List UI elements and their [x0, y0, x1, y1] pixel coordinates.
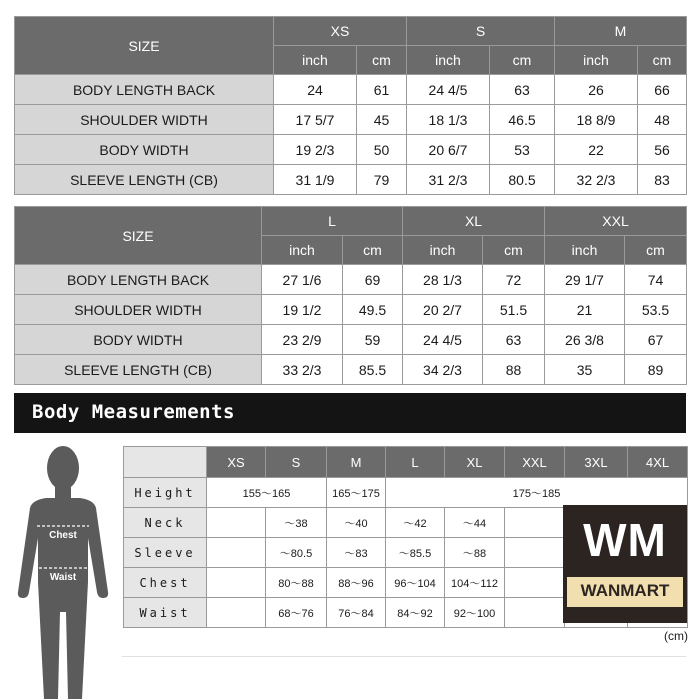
unit-header: inch	[274, 46, 357, 75]
table-cell: 32 2/3	[555, 165, 638, 195]
table-cell: 45	[357, 105, 407, 135]
table-cell: 69	[343, 265, 403, 295]
corner-cell	[124, 447, 207, 478]
unit-header: cm	[490, 46, 555, 75]
size-header: L	[386, 447, 445, 478]
table-cell: 48	[638, 105, 687, 135]
table-cell: 34 2/3	[403, 355, 483, 385]
table-cell: 80～88	[266, 568, 327, 598]
table-cell	[207, 538, 266, 568]
unit-header: inch	[407, 46, 490, 75]
table-cell: 165～175	[327, 478, 386, 508]
table-cell	[505, 538, 565, 568]
blank-area	[122, 656, 686, 700]
table-cell: ～40	[327, 508, 386, 538]
table-cell: 68～76	[266, 598, 327, 628]
neck-row-label: Neck	[124, 508, 207, 538]
table-cell: 51.5	[483, 295, 545, 325]
table-cell: 92～100	[445, 598, 505, 628]
table-cell: 88	[483, 355, 545, 385]
table-cell: 35	[545, 355, 625, 385]
row-label: SHOULDER WIDTH	[15, 295, 262, 325]
unit-header: inch	[403, 236, 483, 265]
size-header: SIZE	[15, 17, 274, 75]
table-cell: 66	[638, 75, 687, 105]
chest-label: Chest	[49, 530, 77, 541]
table-cell: 24 4/5	[403, 325, 483, 355]
table-cell: 61	[357, 75, 407, 105]
table-row	[15, 355, 687, 385]
table-cell: ～42	[386, 508, 445, 538]
table-cell: ～80.5	[266, 538, 327, 568]
table-cell: 20 6/7	[407, 135, 490, 165]
size-header: XS	[207, 447, 266, 478]
table-cell: 67	[625, 325, 687, 355]
table-cell: 26	[555, 75, 638, 105]
table-cell: 29 1/7	[545, 265, 625, 295]
row-label: SHOULDER WIDTH	[15, 105, 274, 135]
table-cell: 72	[483, 265, 545, 295]
row-label: BODY WIDTH	[15, 325, 262, 355]
waist-row-label: Waist	[124, 598, 207, 628]
chest-row-label: Chest	[124, 568, 207, 598]
table-cell: ～44	[445, 508, 505, 538]
table-cell: 96～104	[386, 568, 445, 598]
row-label: BODY LENGTH BACK	[15, 75, 274, 105]
table-row	[15, 75, 687, 105]
table-cell: 24 4/5	[407, 75, 490, 105]
table-cell	[207, 598, 266, 628]
row-label: BODY WIDTH	[15, 135, 274, 165]
table-cell: 53.5	[625, 295, 687, 325]
table-cell: 26 3/8	[545, 325, 625, 355]
table-cell: 31 2/3	[407, 165, 490, 195]
table-cell: 56	[638, 135, 687, 165]
table-cell: 79	[357, 165, 407, 195]
wanmart-logo	[563, 505, 687, 623]
table-cell: 49.5	[343, 295, 403, 325]
table-cell: 155～165	[207, 478, 327, 508]
table-cell: 53	[490, 135, 555, 165]
table-cell	[505, 568, 565, 598]
size-header: XL	[445, 447, 505, 478]
body-measurements-banner	[14, 393, 686, 433]
table-cell: 24	[274, 75, 357, 105]
table-cell: 19 2/3	[274, 135, 357, 165]
table-cell	[207, 568, 266, 598]
table-cell: 21	[545, 295, 625, 325]
unit-header: inch	[545, 236, 625, 265]
row-label: BODY LENGTH BACK	[15, 265, 262, 295]
unit-header: inch	[262, 236, 343, 265]
size-xs-header: XS	[274, 17, 407, 46]
unit-header: cm	[357, 46, 407, 75]
size-chart-table-xs-m	[14, 16, 687, 195]
table-cell: 74	[625, 265, 687, 295]
table-cell: ～38	[266, 508, 327, 538]
table-cell: 84～92	[386, 598, 445, 628]
size-header: 3XL	[565, 447, 628, 478]
table-cell: 175～185	[386, 478, 688, 508]
size-m-header: M	[555, 17, 687, 46]
table-cell: 76～84	[327, 598, 386, 628]
table-cell	[505, 508, 565, 538]
unit-header: inch	[555, 46, 638, 75]
table-cell: ～83	[327, 538, 386, 568]
table-cell: ～88	[445, 538, 505, 568]
body-figure-icon	[16, 442, 112, 699]
table-cell: 50	[357, 135, 407, 165]
unit-header: cm	[638, 46, 687, 75]
table-cell: 63	[490, 75, 555, 105]
size-xl-header: XL	[403, 207, 545, 236]
size-l-header: L	[262, 207, 403, 236]
table-row	[15, 325, 687, 355]
table-row	[15, 105, 687, 135]
table-cell: 46.5	[490, 105, 555, 135]
table-cell: 88～96	[327, 568, 386, 598]
size-s-header: S	[407, 17, 555, 46]
size-xxl-header: XXL	[545, 207, 687, 236]
table-cell: 31 1/9	[274, 165, 357, 195]
sleeve-row-label: Sleeve	[124, 538, 207, 568]
table-cell: 18 1/3	[407, 105, 490, 135]
table-cell: 23 2/9	[262, 325, 343, 355]
table-cell	[505, 598, 565, 628]
table-cell	[207, 508, 266, 538]
table-cell: 27 1/6	[262, 265, 343, 295]
table-row	[15, 135, 687, 165]
table-cell: 104～112	[445, 568, 505, 598]
table-cell: 17 5/7	[274, 105, 357, 135]
logo-name: WANMART	[580, 581, 670, 600]
unit-header: cm	[343, 236, 403, 265]
table-cell: 59	[343, 325, 403, 355]
size-header: SIZE	[15, 207, 262, 265]
row-label: SLEEVE LENGTH (CB)	[15, 355, 262, 385]
table-row	[15, 295, 687, 325]
height-row-label: Height	[124, 478, 207, 508]
row-label: SLEEVE LENGTH (CB)	[15, 165, 274, 195]
table-cell: 28 1/3	[403, 265, 483, 295]
unit-header: cm	[625, 236, 687, 265]
section-title: Body Measurements	[32, 401, 235, 423]
table-cell: 18 8/9	[555, 105, 638, 135]
table-cell: ～85.5	[386, 538, 445, 568]
table-cell: 33 2/3	[262, 355, 343, 385]
size-header: 4XL	[628, 447, 688, 478]
table-cell: 22	[555, 135, 638, 165]
size-header: M	[327, 447, 386, 478]
table-cell: 80.5	[490, 165, 555, 195]
table-cell: 63	[483, 325, 545, 355]
logo-letters: WM	[583, 514, 667, 566]
size-header: S	[266, 447, 327, 478]
table-cell: 19 1/2	[262, 295, 343, 325]
waist-label: Waist	[49, 572, 77, 583]
unit-note: (cm)	[664, 629, 688, 643]
table-row	[124, 478, 688, 508]
table-cell: 85.5	[343, 355, 403, 385]
table-row	[15, 265, 687, 295]
table-cell: 89	[625, 355, 687, 385]
table-cell: 20 2/7	[403, 295, 483, 325]
size-chart-table-l-xxl	[14, 206, 687, 385]
unit-header: cm	[483, 236, 545, 265]
table-cell: 83	[638, 165, 687, 195]
size-header: XXL	[505, 447, 565, 478]
table-row	[15, 165, 687, 195]
